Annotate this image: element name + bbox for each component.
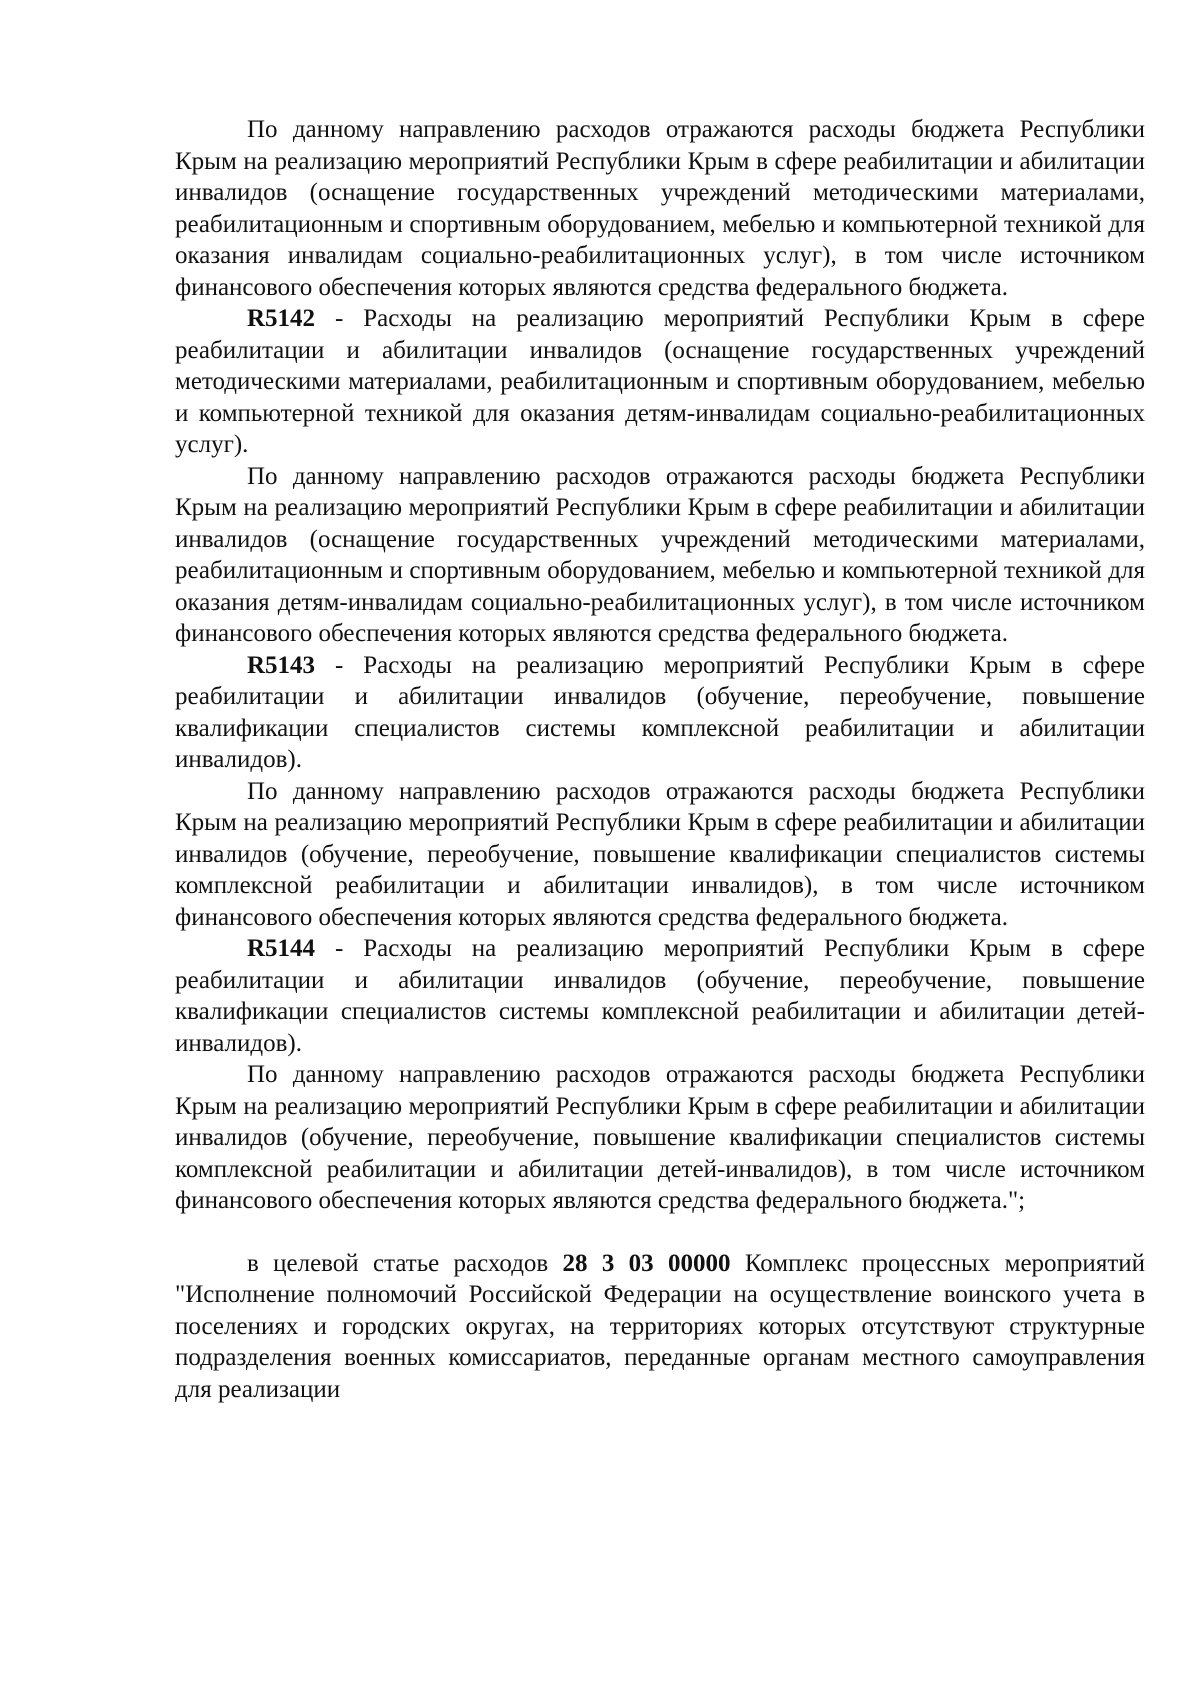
paragraph-7 bbox=[175, 1059, 1145, 1217]
paragraph-text: - Расходы на реализацию мероприятий Республики Крым в сфере реабилитации и абилитации инвалидов (оснащение государственных учреждений методическими материалами, реабилитационным и спортивным оборудованием, мебелью и компьютерной техникой для оказания детям-инвалидам социально-реабилитационных услуг). bbox=[175, 305, 1145, 458]
paragraph-text: По данному направлению расходов отражаются расходы бюджета Республики Крым на реализацию мероприятий Республики Крым в сфере реабилитации и абилитации инвалидов (обучение, переобучение, повышение квалификации специалистов системы комплексной реабилитации и абилитации детей-инвалидов), в том числе источником финансового обеспечения которых являются средства федерального бюджета."; bbox=[175, 1061, 1145, 1214]
paragraph-r5144 bbox=[175, 933, 1145, 1059]
expense-code: R5144 bbox=[247, 935, 316, 962]
target-article-code: 28 3 03 00000 bbox=[562, 1249, 731, 1277]
paragraph-text: По данному направлению расходов отражаются расходы бюджета Республики Крым на реализацию мероприятий Республики Крым в сфере реабилитации и абилитации инвалидов (оснащение государственных учреждений методическими материалами, реабилитационным и спортивным оборудованием, мебелью и компьютерной техникой для оказания инвалидам социально-реабилитационных услуг), в том числе источником финансового обеспечения которых являются средства федерального бюджета. bbox=[175, 116, 1145, 301]
paragraph-text: Комплекс процессных мероприятий "Исполнение полномочий Российской Федерации на осуществление воинского учета в поселениях и городских округах, на территориях которых отсутствуют структурные подразделения военных комиссариатов, переданные органам местного самоуправления для реализации bbox=[175, 1249, 1145, 1403]
paragraph-1 bbox=[175, 114, 1145, 303]
paragraph-text: - Расходы на реализацию мероприятий Республики Крым в сфере реабилитации и абилитации инвалидов (обучение, переобучение, повышение квалификации специалистов системы комплексной реабилитации и абилитации инвалидов). bbox=[175, 651, 1145, 773]
paragraph-3 bbox=[175, 461, 1145, 650]
paragraph-text: По данному направлению расходов отражаются расходы бюджета Республики Крым на реализацию мероприятий Республики Крым в сфере реабилитации и абилитации инвалидов (оснащение государственных учреждений методическими материалами, реабилитационным и спортивным оборудованием, мебелью и компьютерной техникой для оказания детям-инвалидам социально-реабилитационных услуг), в том числе источником финансового обеспечения которых являются средства федерального бюджета. bbox=[175, 462, 1145, 647]
paragraph-prefix: в целевой статье расходов bbox=[247, 1249, 563, 1277]
document-page bbox=[175, 114, 1145, 1405]
paragraph-r5142 bbox=[175, 303, 1145, 461]
paragraph-text: По данному направлению расходов отражаются расходы бюджета Республики Крым на реализацию мероприятий Республики Крым в сфере реабилитации и абилитации инвалидов (обучение, переобучение, повышение квалификации специалистов системы комплексной реабилитации и абилитации инвалидов), в том числе источником финансового обеспечения которых являются средства федерального бюджета. bbox=[175, 777, 1145, 931]
paragraph-target-article bbox=[175, 1248, 1145, 1406]
expense-code: R5143 bbox=[247, 651, 316, 679]
paragraph-r5143 bbox=[175, 650, 1145, 776]
expense-code: R5142 bbox=[247, 305, 316, 332]
paragraph-5 bbox=[175, 776, 1145, 934]
paragraph-text: - Расходы на реализацию мероприятий Республики Крым в сфере реабилитации и абилитации инвалидов (обучение, переобучение, повышение квалификации специалистов системы комплексной реабилитации и абилитации детей-инвалидов). bbox=[175, 935, 1145, 1057]
